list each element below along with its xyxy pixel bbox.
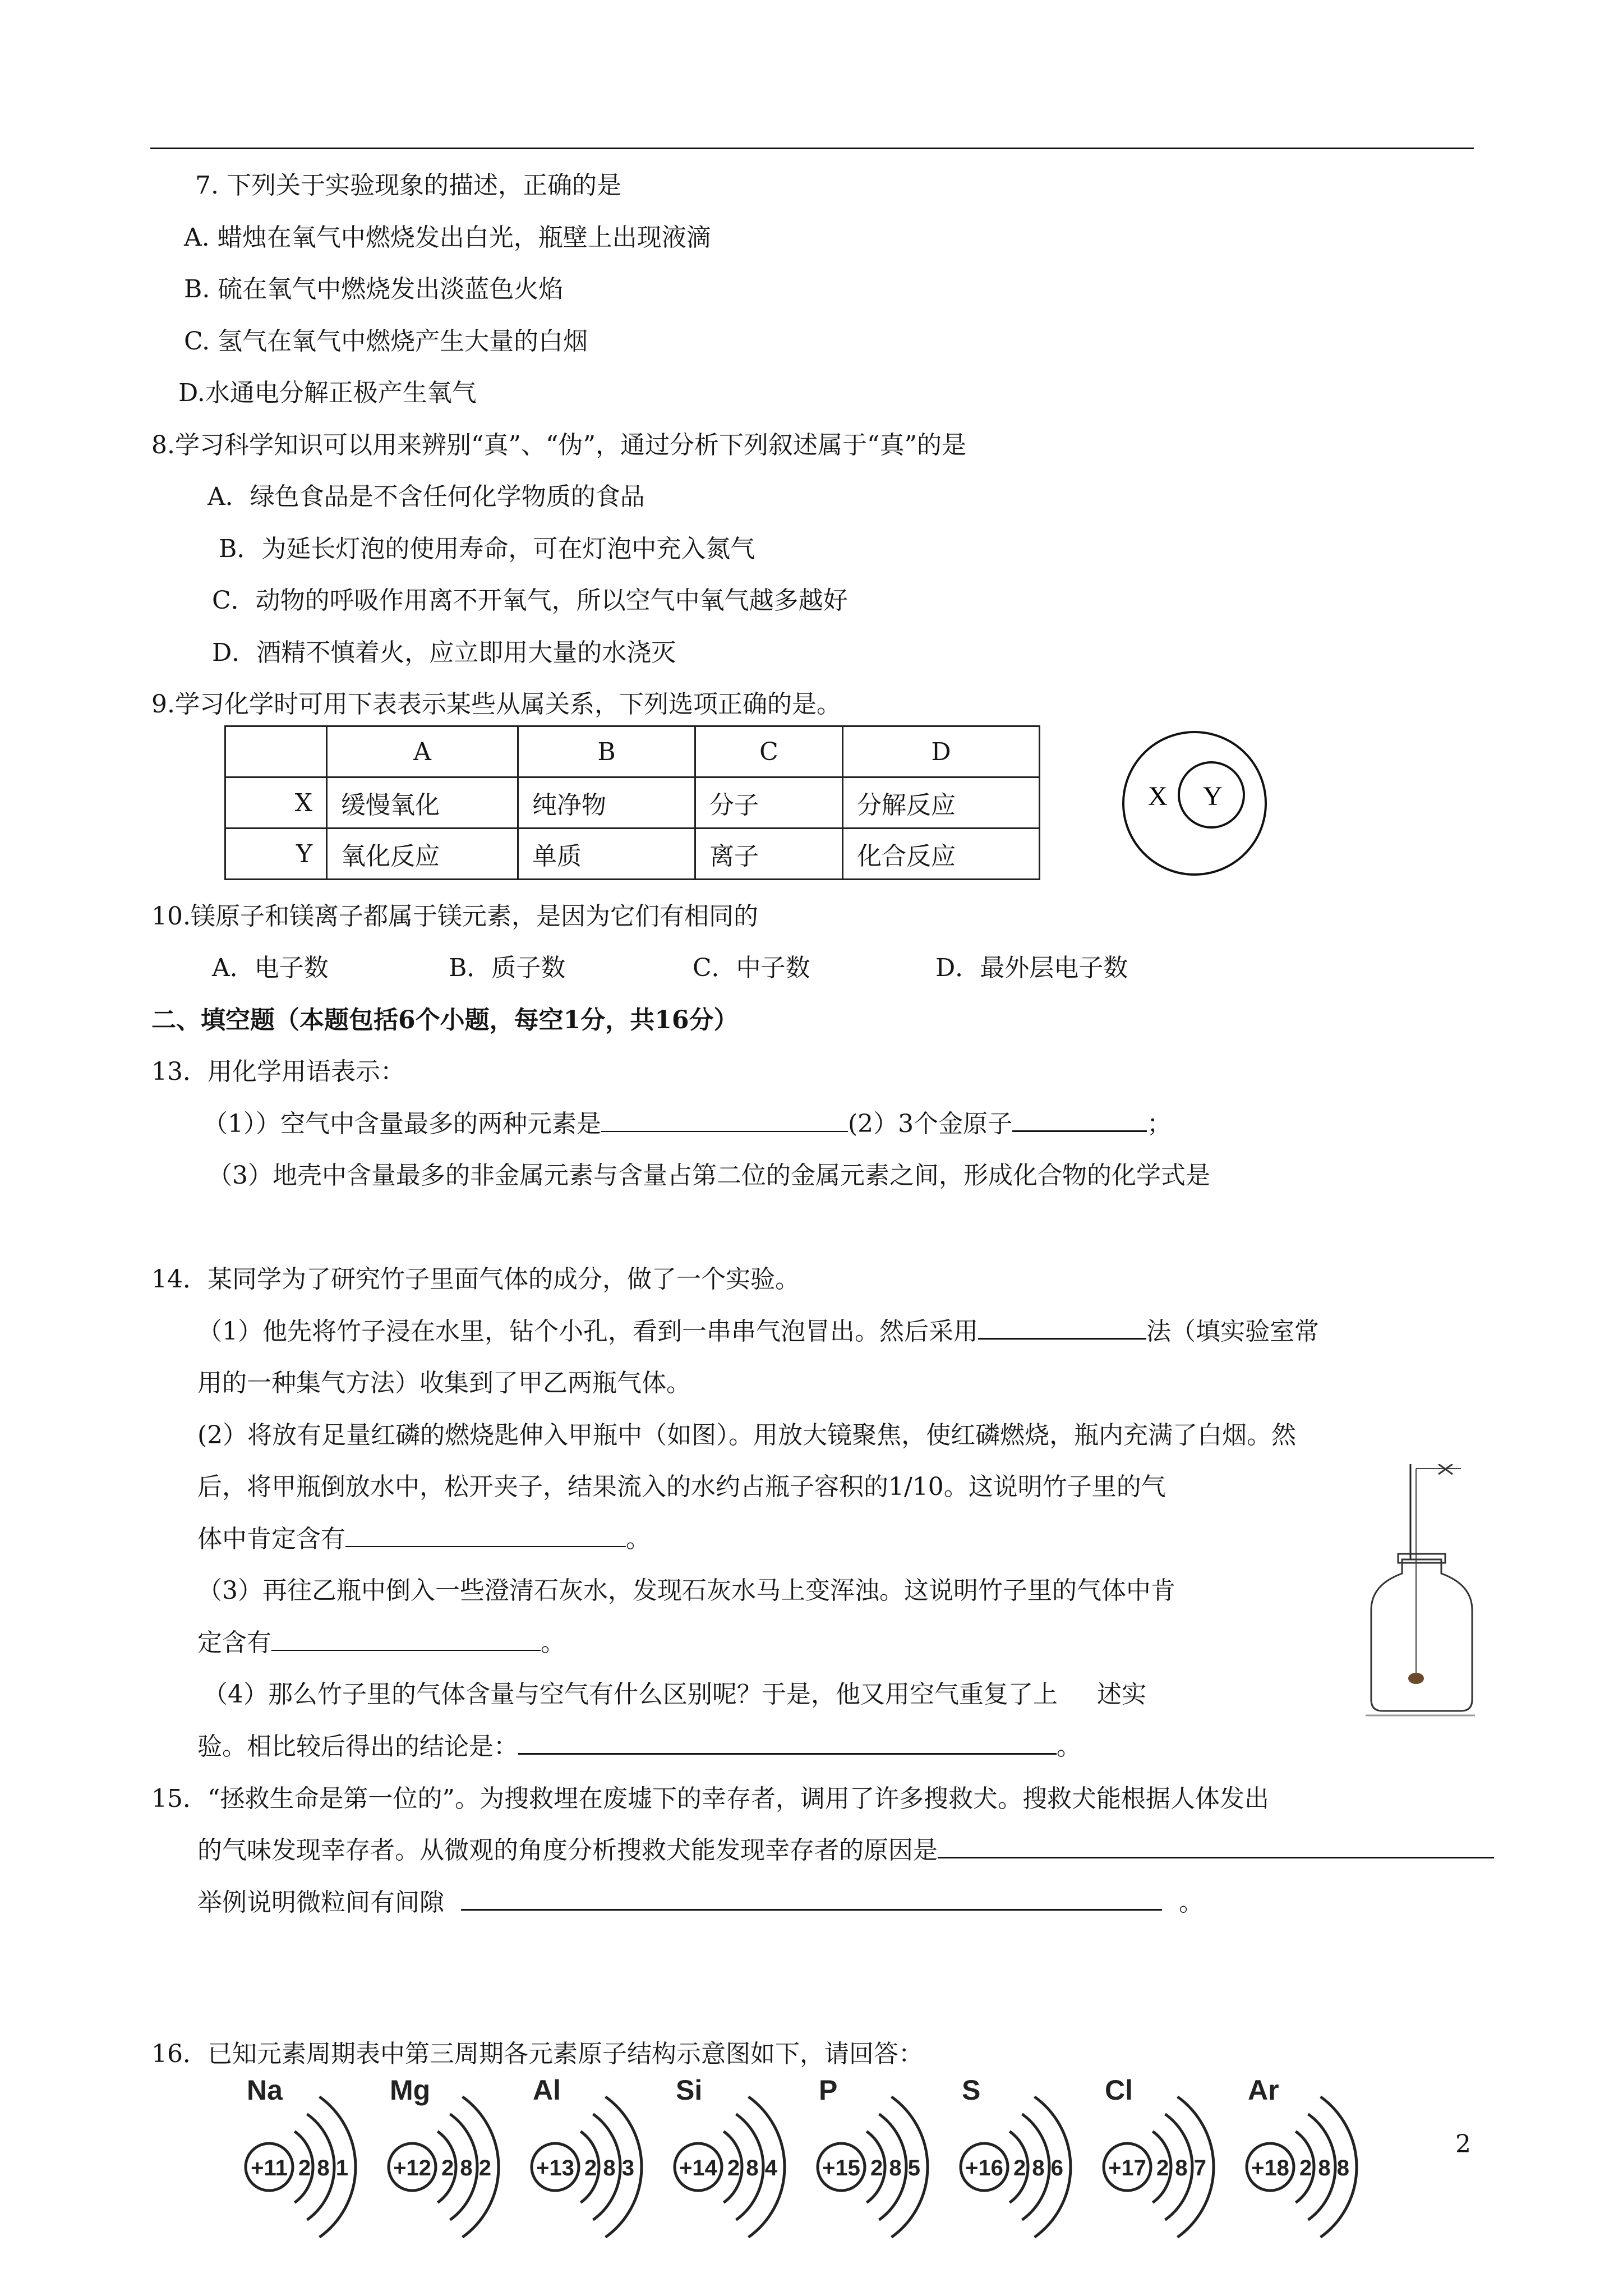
q7-option-d: D.水通电分解正极产生氧气 [178,379,477,407]
table-cell: 分子 [695,777,843,829]
q13-part1-text: （1））空气中含量最多的两种元素是 [203,1110,601,1138]
table-row [225,777,1040,829]
q16-stem: 16．已知元素周期表中第三周期各元素原子结构示意图如下，请回答： [151,2040,923,2068]
atom-diagram-ar [1247,2074,1357,2237]
element-symbol: Cl [1105,2074,1133,2106]
atom-diagram-cl [1104,2074,1214,2237]
nuclear-charge: +12 [393,2156,431,2180]
shell-electron-counts: 2 8 8 [1299,2156,1349,2180]
atom-diagram-p [818,2074,928,2237]
q14-part2-text: 体中肯定含有 [197,1525,345,1553]
q13-part1 [203,1108,1172,1140]
venn-outer-circle [1123,732,1266,875]
table-cell: D [843,726,1040,777]
q7-option-c: C. 氢气在氧气中燃烧产生大量的白烟 [184,327,588,356]
nuclear-charge: +13 [536,2156,574,2180]
table-cell: 化合反应 [843,829,1040,880]
q14-part2-line2: 后，将甲瓶倒放水中，松开夹子，结果流入的水约占瓶子容积的1/10。这说明竹子里的气 [197,1473,1166,1501]
q14-part1-line2: 用的一种集气方法）收集到了甲乙两瓶气体。 [197,1369,691,1397]
q10-stem: 10.镁原子和镁离子都属于镁元素，是因为它们有相同的 [151,902,758,931]
q10-option-c: C．中子数 [693,954,810,982]
q14-part4-line1 [203,1678,1146,1711]
q14-part3-text: 定含有 [197,1628,271,1657]
q15-line3 [197,1887,1204,1919]
nuclear-charge: +15 [822,2156,860,2180]
q13-blank-1[interactable] [601,1108,848,1132]
q14-part3-line2 [197,1627,565,1659]
table-cell: 分解反应 [843,777,1040,829]
q14-stem: 14．某同学为了研究竹子里面气体的成分，做了一个实验。 [151,1265,800,1294]
q14-part1-tail: 法（填实验室常 [1146,1317,1319,1346]
q14-part4-end: 。 [1057,1732,1081,1761]
q15-line2 [197,1834,1494,1867]
table-cell: C [695,726,843,777]
q14-part2-line1: (2）将放有足量红磷的燃烧匙伸入甲瓶中（如图）。用放大镜聚焦，使红磷燃烧，瓶内充满了白烟。然 [197,1421,1297,1450]
q10-option-a: A．电子数 [212,954,329,982]
shell-electron-counts: 2 8 7 [1156,2156,1206,2180]
table-row [225,829,1040,880]
q13-blank-2[interactable] [1012,1108,1147,1132]
q14-blank-4[interactable] [518,1731,1057,1755]
q9-table [224,725,1040,880]
q14-blank-1[interactable] [978,1315,1146,1340]
table-cell: 纯净物 [518,777,695,829]
element-symbol: Ar [1248,2074,1279,2106]
q15-blank-1[interactable] [938,1834,1494,1858]
q14-part1-text: （1）他先将竹子浸在水里，钻个小孔，看到一串串气泡冒出。然后采用 [197,1317,978,1346]
q14-part3-end: 。 [541,1628,565,1657]
table-cell: 单质 [518,829,695,880]
table-cell: A [327,726,518,777]
q14-part2-end: 。 [626,1525,651,1553]
atom-diagram-al [532,2074,642,2237]
nuclear-charge: +11 [251,2156,288,2180]
venn-diagram [1119,728,1270,879]
element-symbol: Si [676,2074,703,2106]
q15-line2-text: 的气味发现幸存者。从微观的角度分析搜救犬能发现幸存者的原因是 [197,1836,938,1865]
section-heading: 二、填空题（本题包括6个小题，每空1分，共16分） [151,1006,739,1034]
q15-blank-2[interactable] [461,1887,1162,1911]
q15-line1: 15．“拯救生命是第一位的”。为搜救埋在废墟下的幸存者，调用了许多搜救犬。搜救犬能根据人体发出 [151,1784,1269,1813]
nuclear-charge: +14 [679,2156,717,2180]
atom-diagram-s [961,2074,1071,2237]
atomic-structure-diagrams [224,2073,1368,2258]
venn-outer-label: X [1148,781,1168,811]
shell-electron-counts: 2 8 6 [1013,2156,1063,2180]
table-cell: 缓慢氧化 [327,777,518,829]
nuclear-charge: +18 [1251,2156,1289,2180]
q13-stem: 13．用化学用语表示： [151,1057,405,1086]
shell-electron-counts: 2 8 2 [441,2156,491,2180]
q14-part4-text2: 验。相比较后得出的结论是： [197,1732,518,1761]
apparatus-illustration [1360,1464,1478,1722]
shell-electron-counts: 2 8 1 [298,2156,348,2180]
shell-electron-counts: 2 8 4 [727,2156,777,2180]
q7-option-a: A. 蜡烛在氧气中燃烧发出白光，瓶壁上出现液滴 [184,223,711,252]
nuclear-charge: +17 [1108,2156,1146,2180]
q9-stem: 9.学习化学时可用下表表示某些从属关系，下列选项正确的是。 [151,690,841,719]
q14-blank-2[interactable] [345,1524,626,1547]
q8-option-a: A．绿色食品是不含任何化学物质的食品 [208,482,645,511]
q14-part2-line3 [197,1523,651,1556]
atom-diagram-mg [389,2074,499,2237]
element-symbol: Na [247,2074,283,2106]
q14-part4-tail: 述实 [1097,1680,1146,1709]
q10-option-d: D．最外层电子数 [935,954,1128,982]
q14-part1-line1 [197,1315,1319,1348]
q8-option-c: C．动物的呼吸作用离不开氧气，所以空气中氧气越多越好 [212,586,848,615]
shell-electron-counts: 2 8 5 [870,2156,920,2180]
atom-diagram-si [675,2074,785,2237]
nuclear-charge: +16 [965,2156,1003,2180]
shell-electron-counts: 2 8 3 [584,2156,634,2180]
q14-blank-3[interactable] [271,1627,541,1651]
q10-option-b: B．质子数 [449,954,566,982]
q15-line3-text: 举例说明微粒间有间隙 [197,1888,444,1917]
q8-stem: 8.学习科学知识可以用来辨别“真”、“伪”，通过分析下列叙述属于“真”的是 [151,431,966,459]
element-symbol: Al [533,2074,561,2106]
q8-option-d: D．酒精不慎着火，应立即用大量的水浇灭 [212,638,676,667]
element-symbol: P [819,2074,838,2106]
q13-part2-text: (2）3个金原子 [848,1110,1013,1138]
q14-part4-text: （4）那么竹子里的气体含量与空气有什么区别呢？于是，他又用空气重复了上 [203,1680,1058,1709]
table-cell: 氧化反应 [327,829,518,880]
q13-part2-end: ； [1147,1110,1172,1138]
header-rule [150,148,1474,149]
table-cell: Y [225,829,327,880]
table-cell [225,726,327,777]
q8-option-b: B．为延长灯泡的使用寿命，可在灯泡中充入氮气 [219,535,755,563]
q7-stem: 7. 下列关于实验现象的描述，正确的是 [195,171,621,200]
venn-inner-label: Y [1203,781,1223,811]
table-cell: X [225,777,327,829]
table-cell: B [518,726,695,777]
q14-part4-line2 [197,1731,1081,1763]
element-symbol: Mg [390,2074,431,2106]
q7-option-b: B. 硫在氧气中燃烧发出淡蓝色火焰 [184,275,564,303]
table-header-row [225,726,1040,777]
element-symbol: S [962,2074,981,2106]
q14-part3-line1: （3）再往乙瓶中倒入一些澄清石灰水，发现石灰水马上变浑浊。这说明竹子里的气体中肯 [197,1576,1175,1605]
q15-line3-end: 。 [1179,1888,1204,1917]
table-cell: 离子 [695,829,843,880]
q13-part3: （3）地壳中含量最多的非金属元素与含量占第二位的金属元素之间，形成化合物的化学式是 [208,1161,1210,1190]
page-number: 2 [1455,2130,1471,2159]
atom-diagram-na [246,2074,356,2237]
